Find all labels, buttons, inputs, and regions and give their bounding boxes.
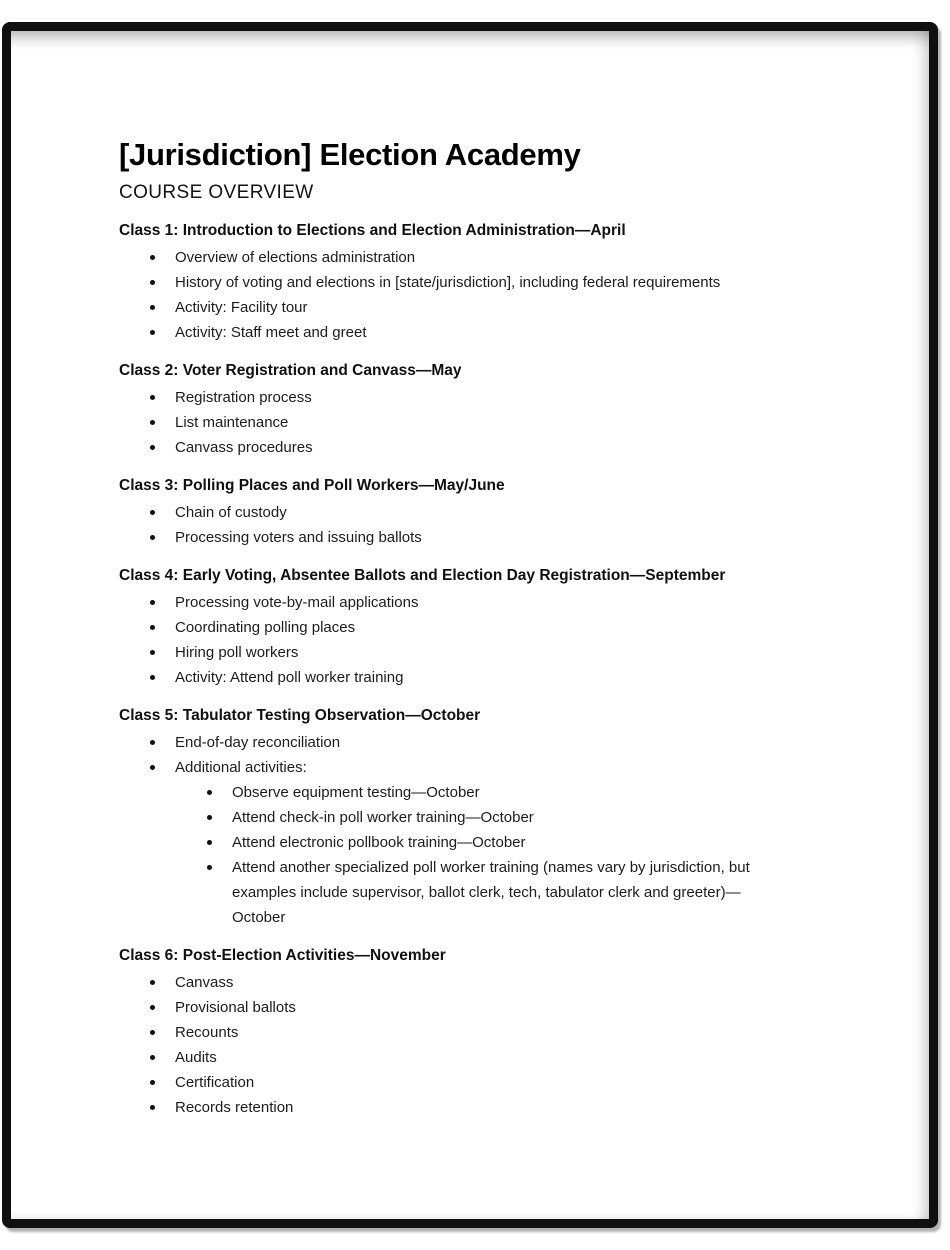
sub-bullet-item: Attend electronic pollbook training—October xyxy=(232,830,752,855)
sub-bullet-item: Attend another specialized poll worker training (names vary by jurisdiction, but examples include supervisor, ballot clerk, tech, tabulator clerk and greeter)—October xyxy=(232,855,752,930)
course-section xyxy=(119,943,871,1120)
bullet-list xyxy=(119,245,871,345)
bullet-item: Activity: Attend poll worker training xyxy=(175,665,871,690)
bullet-list xyxy=(119,970,871,1120)
bullet-item: Processing voters and issuing ballots xyxy=(175,525,871,550)
section-heading: Class 2: Voter Registration and Canvass—May xyxy=(119,362,462,379)
page-title: [Jurisdiction] Election Academy xyxy=(119,137,581,172)
document-frame xyxy=(2,22,938,1228)
bullet-item: Processing vote-by-mail applications xyxy=(175,590,871,615)
course-section xyxy=(119,218,871,345)
bullet-list xyxy=(119,730,871,930)
bullet-item: Audits xyxy=(175,1045,871,1070)
bullet-list xyxy=(119,385,871,460)
bullet-item: Hiring poll workers xyxy=(175,640,871,665)
bullet-item: Additional activities: Observe equipment testing—October Attend check-in poll worker training—October Attend electronic pollbook training—October Attend another specialized poll worker training (names vary by jurisdiction, but examples include supervisor, ballot clerk, tech, tabulator clerk and greeter)—October xyxy=(175,755,871,930)
bullet-item: Overview of elections administration xyxy=(175,245,871,270)
course-section xyxy=(119,563,871,690)
section-heading: Class 4: Early Voting, Absentee Ballots and Election Day Registration—September xyxy=(119,567,726,584)
bullet-item: List maintenance xyxy=(175,410,871,435)
bullet-item: Activity: Staff meet and greet xyxy=(175,320,871,345)
document-page xyxy=(11,31,929,1219)
bullet-list xyxy=(119,590,871,690)
bullet-item: Recounts xyxy=(175,1020,871,1045)
course-section xyxy=(119,473,871,550)
bullet-item: Records retention xyxy=(175,1095,871,1120)
section-heading: Class 6: Post-Election Activities—November xyxy=(119,947,446,964)
bullet-item: Chain of custody xyxy=(175,500,871,525)
section-heading: Class 5: Tabulator Testing Observation—October xyxy=(119,707,481,724)
bullet-item: History of voting and elections in [state/jurisdiction], including federal requirements xyxy=(175,270,871,295)
course-section xyxy=(119,703,871,930)
sub-bullet-list xyxy=(175,780,871,930)
sub-bullet-item: Attend check-in poll worker training—October xyxy=(232,805,752,830)
bullet-item: End-of-day reconciliation xyxy=(175,730,871,755)
bullet-item: Activity: Facility tour xyxy=(175,295,871,320)
bullet-list xyxy=(119,500,871,550)
course-section xyxy=(119,358,871,460)
document-content xyxy=(119,137,871,1120)
bullet-item: Coordinating polling places xyxy=(175,615,871,640)
sub-bullet-item: Observe equipment testing—October xyxy=(232,780,752,805)
page-subtitle: COURSE OVERVIEW xyxy=(119,182,314,203)
section-heading: Class 3: Polling Places and Poll Workers—May/June xyxy=(119,477,505,494)
bullet-item: Canvass procedures xyxy=(175,435,871,460)
bullet-item: Provisional ballots xyxy=(175,995,871,1020)
sections xyxy=(119,218,871,1120)
bullet-item: Registration process xyxy=(175,385,871,410)
section-heading: Class 1: Introduction to Elections and Election Administration—April xyxy=(119,222,626,239)
bullet-item: Certification xyxy=(175,1070,871,1095)
bullet-item: Canvass xyxy=(175,970,871,995)
